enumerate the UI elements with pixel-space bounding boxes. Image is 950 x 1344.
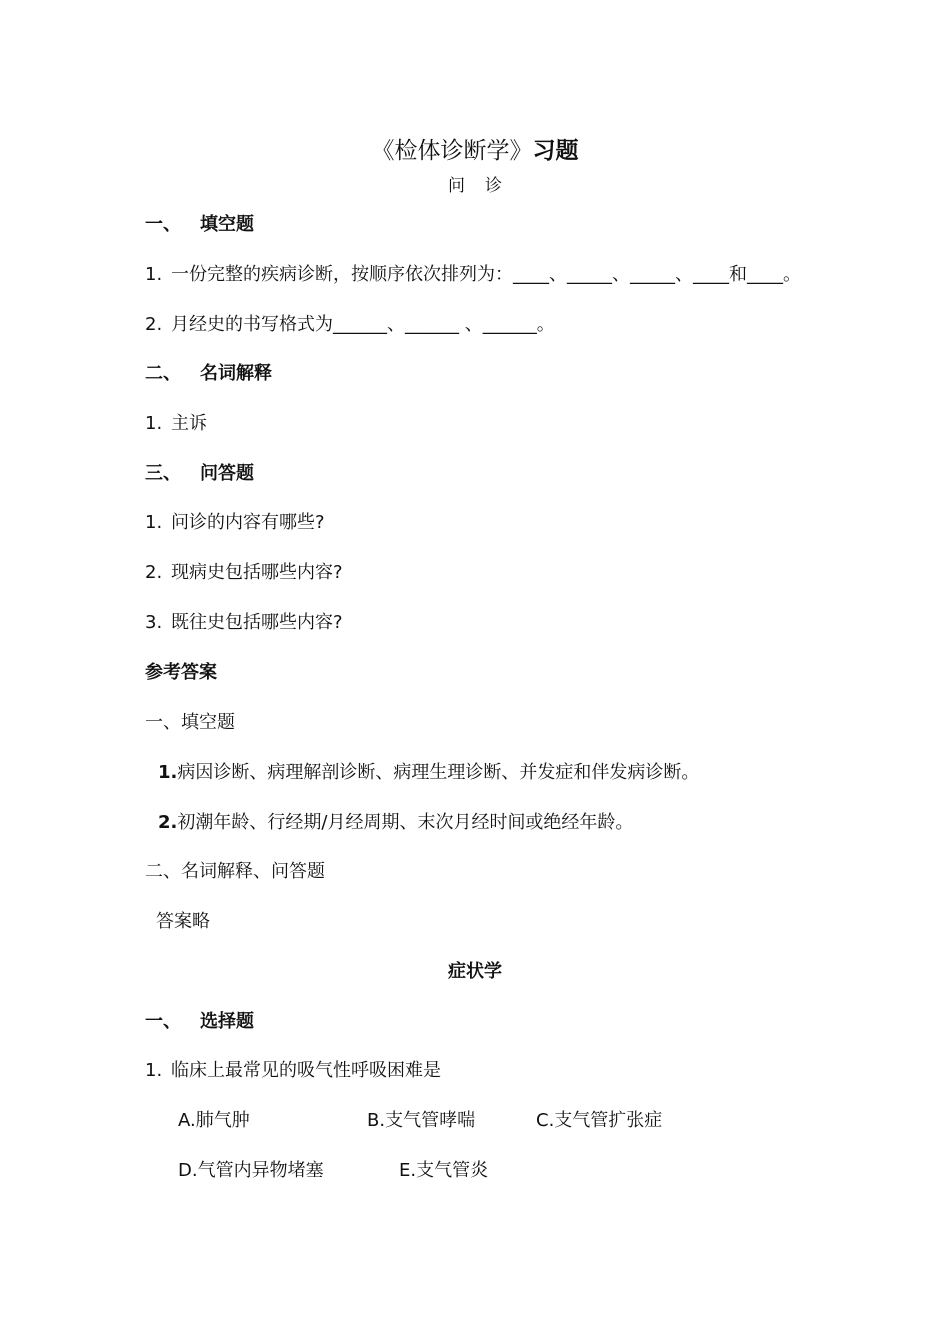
section-heading-inquiry: 问诊	[448, 176, 522, 196]
question-item	[145, 313, 555, 337]
answers-fill-heading: 一、填空题	[145, 712, 235, 733]
question-item	[145, 611, 343, 635]
question-item	[145, 412, 207, 436]
part-heading-qa	[145, 462, 254, 486]
question-number: 1.	[145, 413, 163, 434]
question-text: 问诊的内容有哪些?	[171, 512, 325, 533]
question-text: 既往史包括哪些内容?	[171, 612, 343, 633]
question-item	[145, 511, 325, 535]
question-text: 一份完整的疾病诊断，按顺序依次排列为：____、_____、_____、____和____。	[171, 264, 801, 285]
question-number: 3.	[145, 612, 163, 633]
part-number: 一、	[145, 1011, 181, 1032]
answers-heading: 参考答案	[145, 662, 217, 683]
part-number: 二、	[145, 363, 181, 384]
question-text: 临床上最常见的吸气性呼吸困难是	[171, 1060, 441, 1081]
question-item	[145, 263, 801, 287]
question-number: 2.	[145, 562, 163, 583]
answer-number: 2.	[158, 812, 178, 833]
part-label: 填空题	[200, 214, 254, 235]
question-text: 主诉	[171, 413, 207, 434]
option-c: C.支气管扩张症	[536, 1110, 663, 1131]
doc-title	[0, 136, 950, 166]
part-number: 一、	[145, 214, 181, 235]
part-number: 三、	[145, 463, 181, 484]
option-e: E.支气管炎	[399, 1160, 489, 1181]
title-exercises: 习题	[532, 138, 579, 164]
question-number: 2.	[145, 314, 163, 335]
option-d: D.气管内异物堵塞	[178, 1160, 324, 1181]
answer-text: 初潮年龄、行经期/月经周期、末次月经时间或绝经年龄。	[177, 812, 634, 833]
question-text: 月经史的书写格式为______、______ 、______。	[171, 314, 555, 335]
answer-item	[158, 761, 699, 785]
answer-item	[158, 811, 633, 835]
answers-other-text: 答案略	[156, 911, 210, 932]
question-number: 1.	[145, 264, 163, 285]
question-item	[145, 561, 343, 585]
title-book-name: 《检体诊断学》	[371, 138, 533, 164]
option-a: A.肺气肿	[178, 1110, 250, 1131]
question-number: 1.	[145, 1060, 163, 1081]
part-heading-choice	[145, 1010, 254, 1034]
answer-text: 病因诊断、病理解剖诊断、病理生理诊断、并发症和伴发病诊断。	[177, 762, 700, 783]
answer-number: 1.	[158, 762, 178, 783]
part-heading-fill-blank	[145, 213, 254, 237]
option-b: B.支气管哮喘	[367, 1110, 476, 1131]
question-number: 1.	[145, 512, 163, 533]
question-item	[145, 1059, 441, 1083]
part-label: 名词解释	[200, 363, 272, 384]
answers-other-heading: 二、名词解释、问答题	[145, 861, 325, 882]
part-label: 选择题	[200, 1011, 254, 1032]
section-heading-symptoms: 症状学	[448, 961, 502, 982]
part-label: 问答题	[200, 463, 254, 484]
part-heading-terms	[145, 362, 272, 386]
question-text: 现病史包括哪些内容?	[171, 562, 343, 583]
